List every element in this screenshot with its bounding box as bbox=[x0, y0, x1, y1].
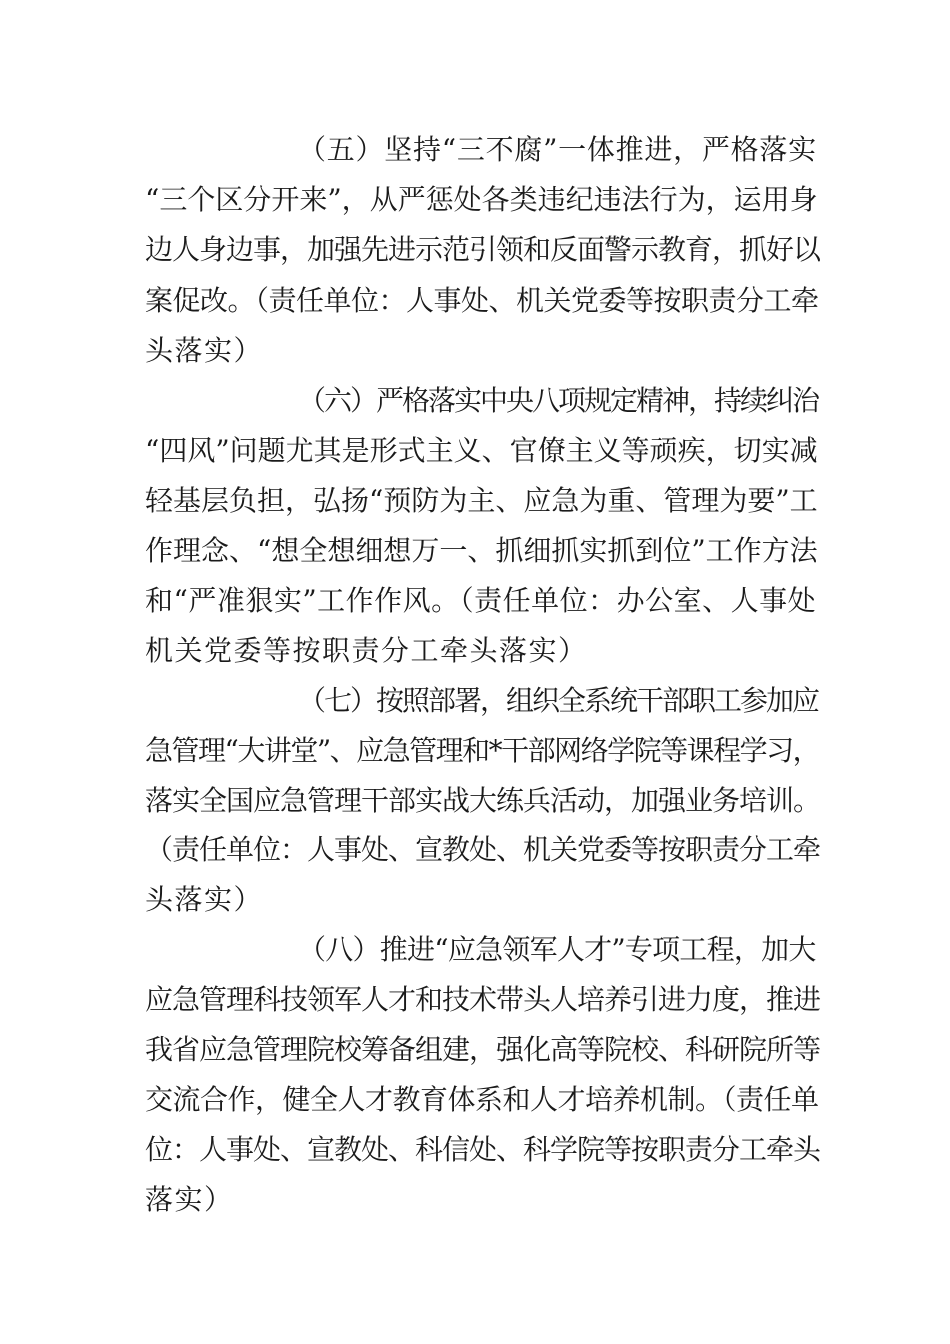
paragraph-6-line-4: 作理念、“想全想细想万一、抓细抓实抓到位”工作方法 bbox=[145, 534, 818, 567]
paragraph-8-line-4: 交流合作，健全人才教育体系和人才培养机制。（责任单 bbox=[145, 1083, 819, 1116]
paragraph-8-line-5: 位：人事处、宣教处、科信处、科学院等按职责分工牵头 bbox=[145, 1133, 821, 1166]
paragraph-6-line-5: 和“严准狠实”工作作风。（责任单位：办公室、人事处 bbox=[145, 584, 817, 617]
paragraph-8-line-2: 应急管理科技领军人才和技术带头人培养引进力度，推进 bbox=[145, 983, 821, 1016]
paragraph-6-line-6: 机关党委等按职责分工牵头落实） bbox=[145, 634, 588, 667]
paragraph-5-line-2: “三个区分开来”，从严惩处各类违纪违法行为，运用身 bbox=[145, 183, 818, 216]
paragraph-5-line-3: 边人身边事，加强先进示范引领和反面警示教育，抓好以 bbox=[145, 233, 821, 266]
paragraph-5-line-4: 案促改。（责任单位：人事处、机关党委等按职责分工牵 bbox=[145, 284, 819, 317]
paragraph-6-line-1: （六）严格落实中央八项规定精神，持续纠治 bbox=[298, 384, 819, 417]
paragraph-8-line-1: （八）推进“应急领军人才”专项工程，加大 bbox=[298, 933, 816, 966]
paragraph-7-line-1: （七）按照部署，组织全系统干部职工参加应 bbox=[298, 684, 819, 717]
paragraph-7-line-3: 落实全国应急管理干部实战大练兵活动，加强业务培训。 bbox=[145, 784, 821, 817]
paragraph-6-line-2: “四风”问题尤其是形式主义、官僚主义等顽疾，切实减 bbox=[145, 434, 818, 467]
paragraph-5-line-1: （五）坚持“三不腐”一体推进，严格落实 bbox=[298, 133, 817, 166]
paragraph-8-line-3: 我省应急管理院校筹备组建，强化高等院校、科研院所等 bbox=[145, 1033, 821, 1066]
paragraph-7-line-2: 急管理“大讲堂”、应急管理和*干部网络学院等课程学习， bbox=[145, 734, 820, 767]
paragraph-5-line-5: 头落实） bbox=[145, 334, 264, 367]
paragraph-7-line-5: 头落实） bbox=[145, 883, 264, 916]
paragraph-8-line-6: 落实） bbox=[145, 1183, 234, 1216]
paragraph-6-line-3: 轻基层负担，弘扬“预防为主、应急为重、管理为要”工 bbox=[145, 484, 818, 517]
paragraph-7-line-4: （责任单位：人事处、宣教处、机关党委等按职责分工牵 bbox=[145, 833, 821, 866]
